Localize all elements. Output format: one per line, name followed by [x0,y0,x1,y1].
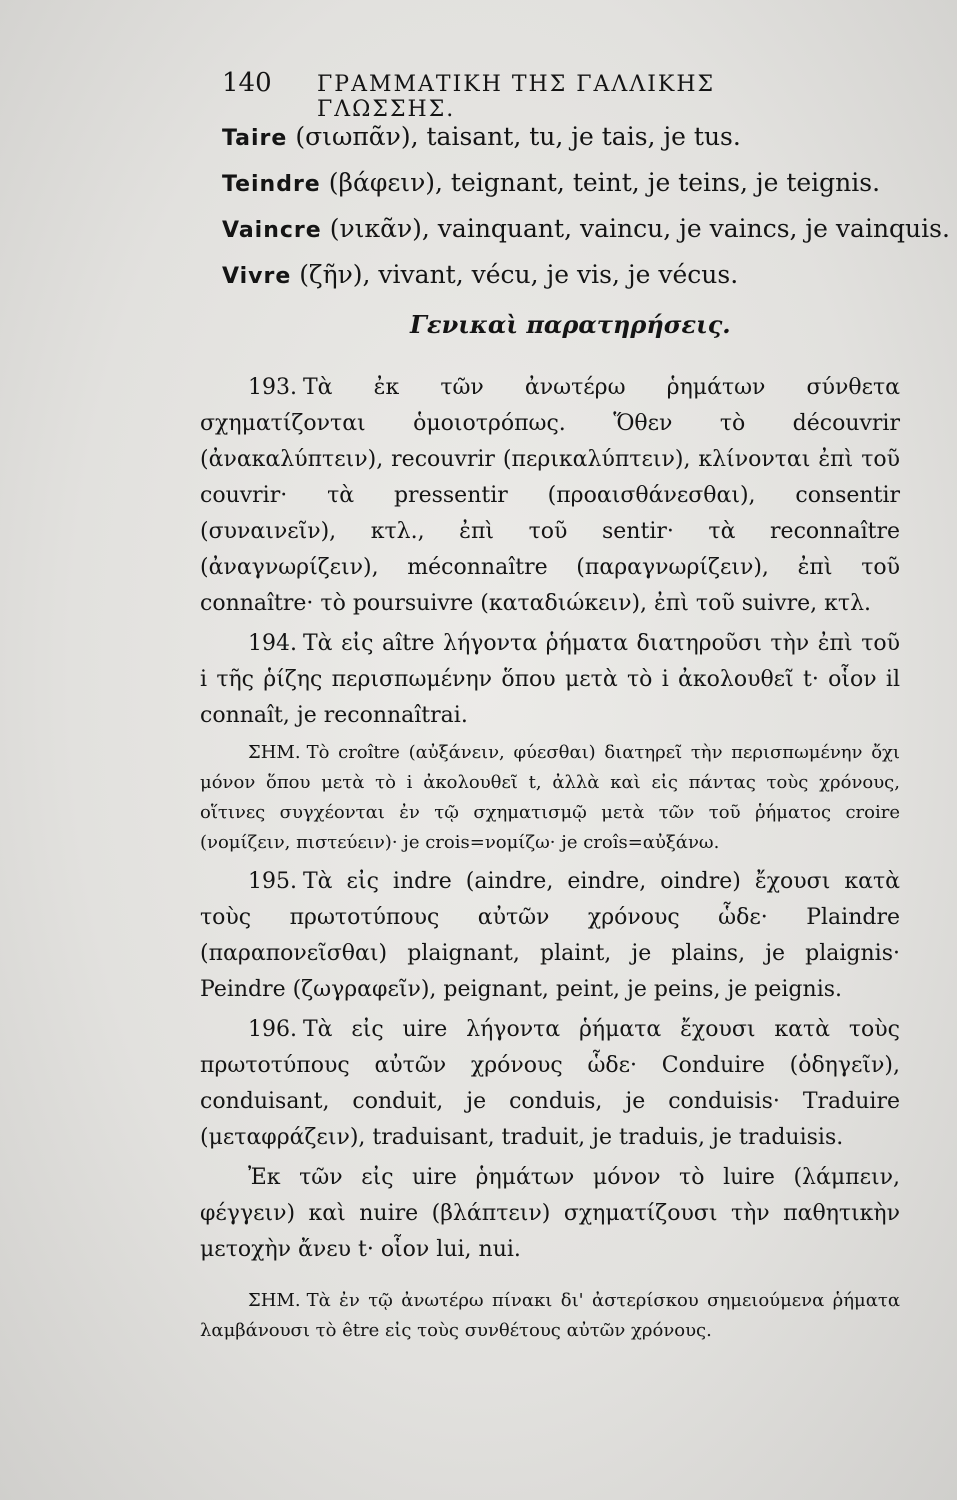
verb-forms: (βάφειν), teignant, teint, je teins, je teignis. [328,168,881,197]
section-heading: Γενικαὶ παρατηρήσεις. [410,310,731,339]
paragraph-number: 194. [248,631,297,656]
verb-headword: Taire [222,126,288,151]
paragraph-195 [200,864,900,1008]
verb-headword: Vivre [222,264,292,289]
paragraph-text: Τὰ εἰς aître λήγοντα ῥήματα διατηροῦσι τὴν ἐπὶ τοῦ i τῆς ῥίζης περισπωμένην ὅπου μετὰ τὸ i ἀκολουθεῖ t· οἷον il connaît, je reconnaîtrai. [200,631,900,728]
note-194 [200,738,900,858]
paragraph-196 [200,1012,900,1156]
paragraph-text: Ἐκ τῶν εἰς uire ῥημάτων μόνον τὸ luire (λάμπειν, φέγγειν) καὶ nuire (βλάπτειν) σχηματίζουσι τὴν παθητικὴν μετοχὴν ἄνευ t· οἷον lui, nui. [200,1165,900,1262]
page-body [200,370,900,1352]
verb-entry [222,122,912,168]
verb-entry [222,168,912,214]
verb-forms: (ζῆν), vivant, vécu, je vis, je vécus. [299,260,739,289]
note-label: ΣΗΜ. [248,1290,301,1311]
page-number: 140 [222,68,272,98]
verb-forms: (νικᾶν), vainquant, vaincu, je vaincs, je vainquis. [329,214,950,243]
verb-forms: (σιωπᾶν), taisant, tu, je tais, je tus. [295,122,741,151]
paragraph-text: Τὰ εἰς indre (aindre, eindre, oindre) ἔχουσι κατὰ τοὺς πρωτοτύπους αὐτῶν χρόνους ὧδε· Plaindre (παραπονεῖσθαι) plaignant, plaint, je plains, je plaignis· Peindre (ζωγραφεῖν), peignant, peint, je peins, je peignis. [200,869,900,1002]
running-title: ΓΡΑΜΜΑΤΙΚΗ ΤΗΣ ΓΑΛΛΙΚΗΣ ΓΛΩΣΣΗΣ. [317,72,716,122]
paragraph-number: 195. [248,869,297,894]
paragraph-193 [200,370,900,622]
verb-headword: Vaincre [222,218,322,243]
paragraph-text: Τὰ εἰς uire λήγοντα ῥήματα ἔχουσι κατὰ τοὺς πρωτοτύπους αὐτῶν χρόνους ὧδε· Conduire (ὁδηγεῖν), conduisant, conduit, je conduis, je conduisis· Traduire (μεταφράζειν), traduisant, traduit, je traduis, je traduisis. [200,1017,900,1150]
page-header [222,68,822,122]
note-label: ΣΗΜ. [248,742,301,763]
note-196 [200,1286,900,1346]
verb-entry [222,214,950,260]
paragraph-number: 193. [248,375,297,400]
verb-entry [222,260,912,306]
note-text: Τὰ ἐν τῷ ἀνωτέρω πίνακι δι' ἀστερίσκου σημειούμενα ῥήματα λαμβάνουσι τὸ être εἰς τοὺς συνθέτους αὐτῶν χρόνους. [200,1290,900,1341]
paragraph-196-continued [200,1160,900,1268]
verb-headword: Teindre [222,172,321,197]
paragraph-text: Τὰ ἐκ τῶν ἀνωτέρω ῥημάτων σύνθετα σχηματίζονται ὁμοιοτρόπως. Ὅθεν τὸ découvrir (ἀνακαλύπτειν), recouvrir (περικαλύπτειν), κλίνονται ἐπὶ τοῦ couvrir· τὰ pressentir (προαισθάνεσθαι), consentir (συναινεῖν), κτλ., ἐπὶ τοῦ sentir· τὰ reconnaître (ἀναγνωρίζειν), méconnaître (παραγνωρίζειν), ἐπὶ τοῦ connaître· τὸ poursuivre (καταδιώκειν), ἐπὶ τοῦ suivre, κτλ. [200,375,900,616]
verb-list [222,122,950,306]
paragraph-number: 196. [248,1017,297,1042]
note-text: Τὸ croître (αὐξάνειν, φύεσθαι) διατηρεῖ τὴν περισπωμένην ὄχι μόνον ὅπου μετὰ τὸ i ἀκολουθεῖ t, ἀλλὰ καὶ εἰς πάντας τοὺς χρόνους, οἵτινες συγχέονται ἐν τῷ σχηματισμῷ μετὰ τῶν τοῦ ῥήματος croire (νομίζειν, πιστεύειν)· je crois=νομίζω· je croîs=αὐξάνω. [200,742,900,853]
paragraph-194 [200,626,900,734]
